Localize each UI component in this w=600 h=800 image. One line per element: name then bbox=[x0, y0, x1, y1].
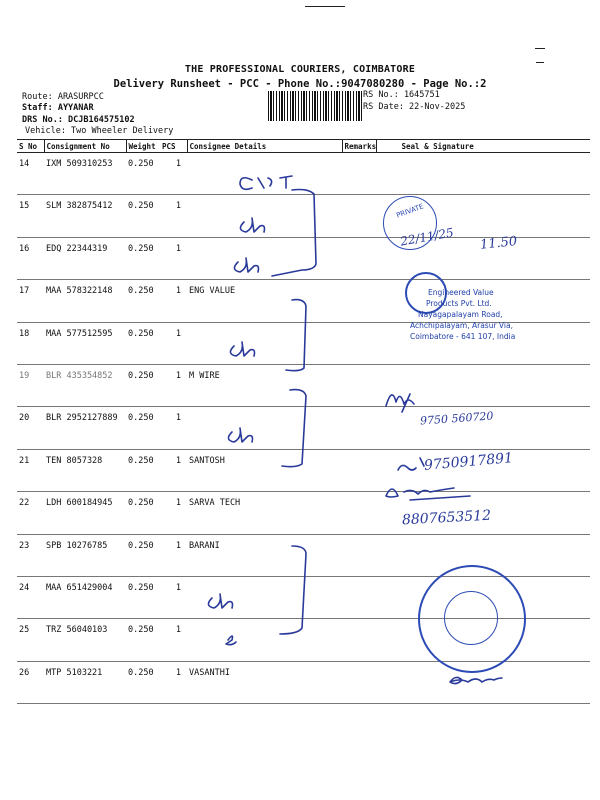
scan-mark bbox=[535, 48, 545, 49]
table-row bbox=[17, 661, 590, 703]
cell-consignee bbox=[187, 153, 342, 195]
cell-weight: 0.250 bbox=[126, 364, 160, 406]
cell-consignment: IXM 509310253 bbox=[44, 153, 126, 195]
cell-signature bbox=[376, 153, 590, 195]
scan-mark bbox=[305, 6, 345, 7]
cell-consignee bbox=[187, 195, 342, 237]
cell-consignee bbox=[187, 322, 342, 364]
cell-consignment: EDQ 22344319 bbox=[44, 237, 126, 279]
cell-weight: 0.250 bbox=[126, 449, 160, 491]
cell-consignment: MTP 5103221 bbox=[44, 661, 126, 703]
private-stamp bbox=[383, 196, 437, 250]
cell-weight: 0.250 bbox=[126, 619, 160, 661]
cell-pcs: 1 bbox=[160, 661, 187, 703]
cell-weight: 0.250 bbox=[126, 280, 160, 322]
staff: Staff: AYYANAR bbox=[22, 103, 94, 113]
cell-remarks bbox=[342, 195, 376, 237]
cell-sno: 15 bbox=[17, 195, 44, 237]
scan-mark bbox=[536, 62, 544, 63]
drs-number: DRS No.: DCJB164575102 bbox=[22, 115, 135, 125]
table-row bbox=[17, 153, 590, 195]
rs-date: RS Date: 22-Nov-2025 bbox=[363, 102, 466, 112]
cell-remarks bbox=[342, 619, 376, 661]
cell-consignment: MAA 651429004 bbox=[44, 576, 126, 618]
cell-consignment: MAA 577512595 bbox=[44, 322, 126, 364]
seal-line: Coimbatore - 641 107, India bbox=[410, 332, 516, 341]
cell-remarks bbox=[342, 449, 376, 491]
cell-consignee: ENG VALUE bbox=[187, 280, 342, 322]
col-sno: S No bbox=[17, 140, 44, 153]
cell-sno: 19 bbox=[17, 364, 44, 406]
cell-sno: 22 bbox=[17, 492, 44, 534]
cell-pcs: 1 bbox=[160, 449, 187, 491]
table-row bbox=[17, 492, 590, 534]
cell-pcs: 1 bbox=[160, 153, 187, 195]
cell-pcs: 1 bbox=[160, 237, 187, 279]
cell-consignee bbox=[187, 619, 342, 661]
cell-remarks bbox=[342, 661, 376, 703]
seal-line: Engineered Value bbox=[428, 288, 494, 297]
handwritten-sign-row19: 9750 560720 bbox=[419, 409, 494, 428]
cell-remarks bbox=[342, 492, 376, 534]
runsheet-subtitle: Delivery Runsheet - PCC - Phone No.:9047080280 - Page No.:2 bbox=[113, 78, 487, 90]
eng-value-seal-text bbox=[410, 287, 560, 342]
col-consignment: Consignment No bbox=[44, 140, 126, 153]
cell-sno: 21 bbox=[17, 449, 44, 491]
cell-remarks bbox=[342, 237, 376, 279]
cell-consignee: M WIRE bbox=[187, 364, 342, 406]
seal-line: Nayagapalayam Road, bbox=[418, 310, 503, 319]
cell-consignment: TRZ 56040103 bbox=[44, 619, 126, 661]
table-row bbox=[17, 364, 590, 406]
handwritten-time: 11.50 bbox=[479, 234, 518, 253]
cell-sno: 20 bbox=[17, 407, 44, 449]
col-weight: Weight bbox=[126, 140, 160, 153]
cell-pcs: 1 bbox=[160, 576, 187, 618]
cell-weight: 0.250 bbox=[126, 322, 160, 364]
cell-pcs: 1 bbox=[160, 322, 187, 364]
cell-weight: 0.250 bbox=[126, 407, 160, 449]
company-title: THE PROFESSIONAL COURIERS, COIMBATORE bbox=[184, 64, 416, 75]
cell-weight: 0.250 bbox=[126, 237, 160, 279]
cell-consignment: TEN 8057328 bbox=[44, 449, 126, 491]
cell-pcs: 1 bbox=[160, 364, 187, 406]
cell-consignee bbox=[187, 407, 342, 449]
handwritten-date: 22/11/25 bbox=[399, 225, 455, 249]
cell-pcs: 1 bbox=[160, 492, 187, 534]
cell-sno: 16 bbox=[17, 237, 44, 279]
cell-weight: 0.250 bbox=[126, 576, 160, 618]
cell-weight: 0.250 bbox=[126, 195, 160, 237]
cell-sno: 18 bbox=[17, 322, 44, 364]
cell-remarks bbox=[342, 153, 376, 195]
cell-pcs: 1 bbox=[160, 195, 187, 237]
vehicle: Vehicle: Two Wheeler Delivery bbox=[25, 126, 174, 136]
table-row bbox=[17, 407, 590, 449]
cell-remarks bbox=[342, 364, 376, 406]
seal-line: Achchipalayam, Arasur Via, bbox=[410, 321, 513, 330]
cell-consignment: BLR 2952127889 bbox=[44, 407, 126, 449]
cell-weight: 0.250 bbox=[126, 153, 160, 195]
cell-consignment: BLR 435354852 bbox=[44, 364, 126, 406]
col-seal-signature: Seal & Signature bbox=[376, 140, 590, 153]
cell-consignee bbox=[187, 576, 342, 618]
cell-sno: 23 bbox=[17, 534, 44, 576]
cell-weight: 0.250 bbox=[126, 492, 160, 534]
seal-line: Products Pvt. Ltd. bbox=[426, 299, 492, 308]
private-stamp-label: PRIVATE bbox=[395, 202, 425, 220]
cell-remarks bbox=[342, 534, 376, 576]
col-consignee: Consignee Details bbox=[187, 140, 342, 153]
cell-pcs: 1 bbox=[160, 619, 187, 661]
cell-consignment: SPB 10276785 bbox=[44, 534, 126, 576]
cell-pcs: 1 bbox=[160, 280, 187, 322]
cell-remarks bbox=[342, 280, 376, 322]
cell-consignment: LDH 600184945 bbox=[44, 492, 126, 534]
cell-pcs: 1 bbox=[160, 407, 187, 449]
circular-company-seal bbox=[418, 565, 526, 673]
cell-consignee bbox=[187, 237, 342, 279]
cell-consignee: SANTOSH bbox=[187, 449, 342, 491]
cell-remarks bbox=[342, 322, 376, 364]
cell-pcs: 1 bbox=[160, 534, 187, 576]
table-row bbox=[17, 534, 590, 576]
cell-consignment: MAA 578322148 bbox=[44, 280, 126, 322]
table-header bbox=[17, 140, 590, 153]
cell-weight: 0.250 bbox=[126, 534, 160, 576]
cell-sno: 14 bbox=[17, 153, 44, 195]
handwritten-phone-row21: 9750917891 bbox=[423, 450, 514, 474]
cell-sno: 25 bbox=[17, 619, 44, 661]
cell-consignee: BARANI bbox=[187, 534, 342, 576]
cell-consignee: VASANTHI bbox=[187, 661, 342, 703]
cell-remarks bbox=[342, 407, 376, 449]
cell-sno: 26 bbox=[17, 661, 44, 703]
handwritten-phone-row22: 8807653512 bbox=[401, 507, 492, 529]
cell-sno: 24 bbox=[17, 576, 44, 618]
barcode bbox=[268, 91, 362, 121]
cell-signature bbox=[376, 364, 590, 406]
seal-inner-ring bbox=[444, 591, 498, 645]
col-pcs: PCS bbox=[160, 140, 187, 153]
cell-remarks bbox=[342, 576, 376, 618]
cell-consignee: SARVA TECH bbox=[187, 492, 342, 534]
cell-weight: 0.250 bbox=[126, 661, 160, 703]
route: Route: ARASURPCC bbox=[22, 92, 104, 102]
table-row bbox=[17, 195, 590, 237]
rs-number: RS No.: 1645751 bbox=[363, 90, 440, 100]
col-remarks: Remarks bbox=[342, 140, 376, 153]
cell-consignment: SLM 382875412 bbox=[44, 195, 126, 237]
cell-sno: 17 bbox=[17, 280, 44, 322]
